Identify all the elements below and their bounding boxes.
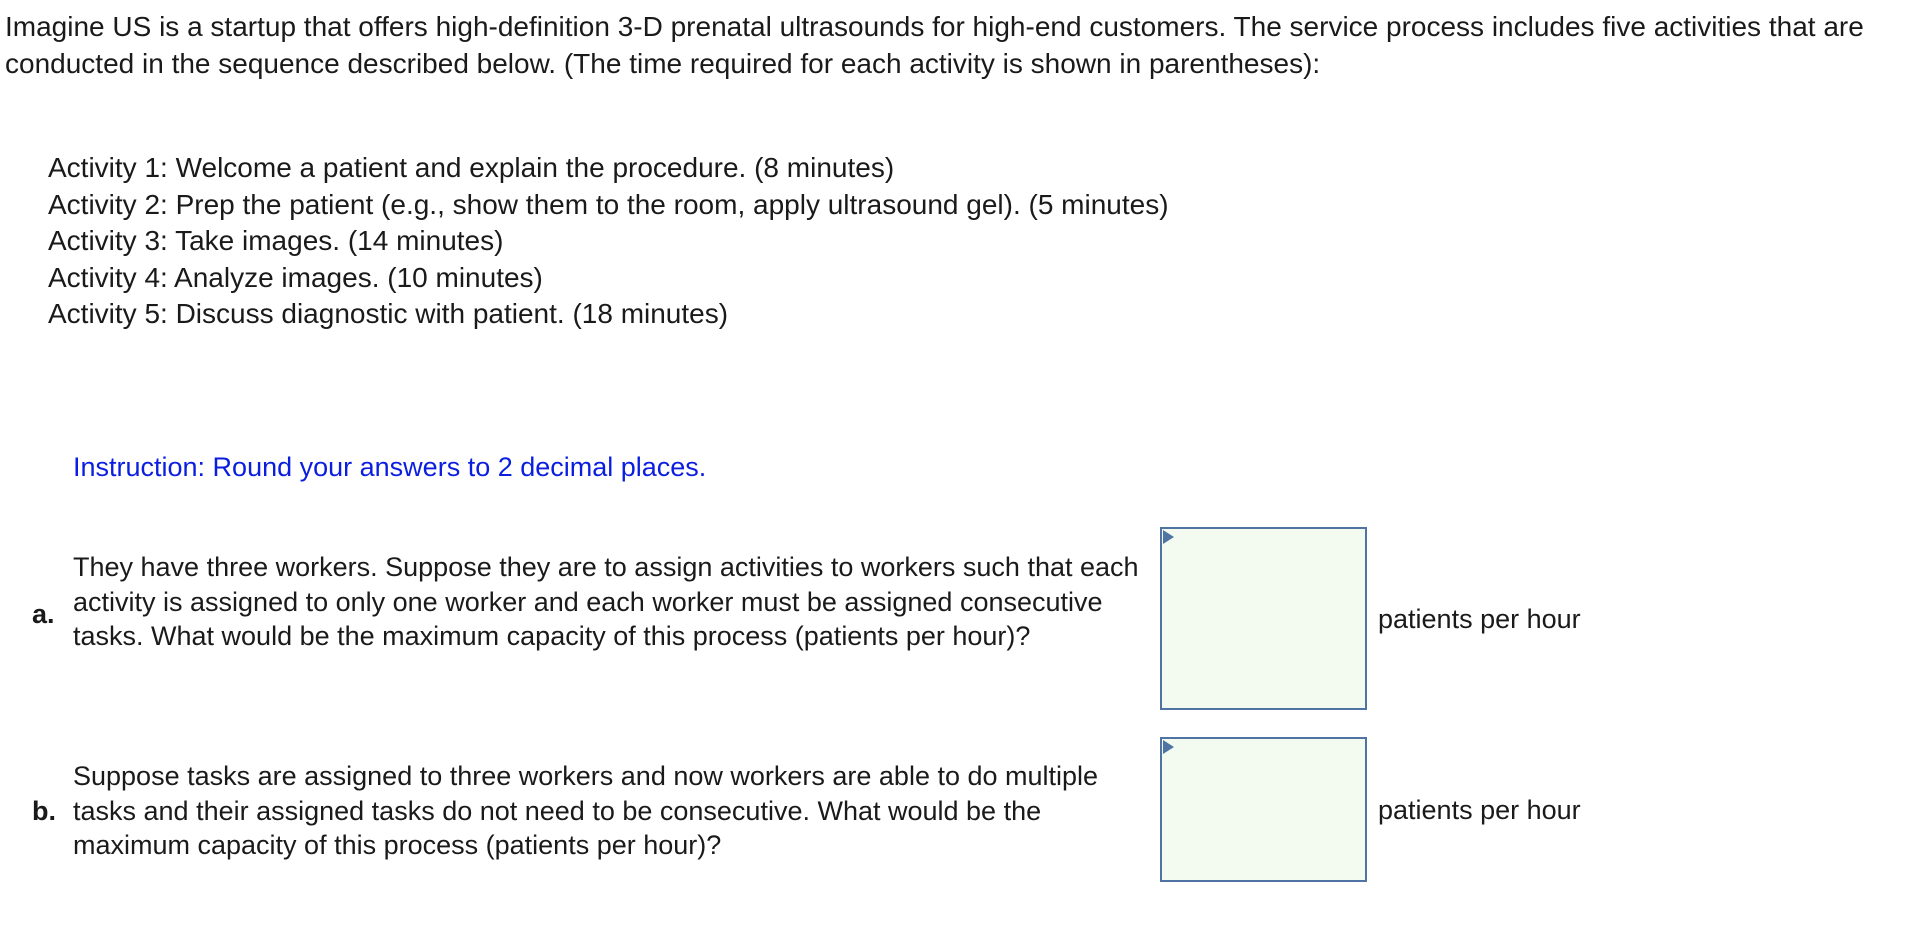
question-b-text: Suppose tasks are assigned to three workers and now workers are able to do multiple tasks and their assigned tasks do not need to be consecutive. What would be the maximum capacity of this process (patients per hour)? [73, 761, 1099, 860]
activity-item: Activity 5: Discuss diagnostic with patient. (18 minutes) [48, 298, 729, 329]
question-a-answer-box[interactable] [1160, 527, 1367, 710]
activity-item: Activity 1: Welcome a patient and explain the procedure. (8 minutes) [48, 152, 895, 183]
question-a-text: They have three workers. Suppose they are to assign activities to workers such that each activity is assigned to only one worker and each worker must be assigned consecutive tasks. What would be the maximum capacity of this process (patients per hour)? [73, 552, 1139, 651]
problem-intro: Imagine US is a startup that offers high-definition 3-D prenatal ultrasounds for high-end customers. The service process includes five activities that are conducted in the sequence described below. (The time required for each activity is shown in parentheses): [5, 11, 1864, 79]
activity-list [48, 150, 1169, 333]
question-b-unit: patients per hour [1378, 795, 1581, 825]
question-a-unit: patients per hour [1378, 604, 1581, 634]
rounding-instruction: Instruction: Round your answers to 2 decimal places. [73, 452, 707, 482]
question-a-letter: a. [32, 599, 55, 629]
question-a-answer-input[interactable] [1162, 529, 1365, 708]
activity-item: Activity 2: Prep the patient (e.g., show them to the room, apply ultrasound gel). (5 minutes) [48, 188, 1169, 220]
question-b-answer-input[interactable] [1162, 739, 1365, 880]
question-b-answer-box[interactable] [1160, 737, 1367, 882]
question-b-letter: b. [32, 796, 56, 826]
activity-item: Activity 3: Take images. (14 minutes) [48, 225, 504, 256]
activity-item: Activity 4: Analyze images. (10 minutes) [48, 261, 543, 293]
